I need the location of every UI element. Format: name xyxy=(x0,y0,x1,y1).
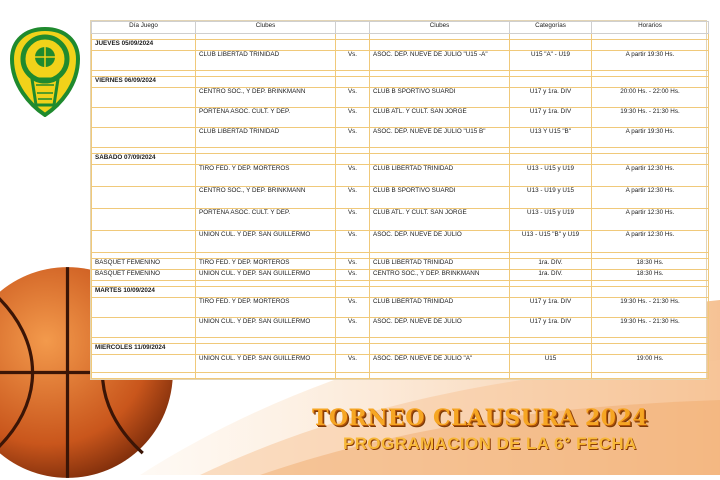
day-label: SABADO 07/09/2024 xyxy=(92,154,196,165)
match-day xyxy=(92,318,196,338)
category: U17 y 1ra. DIV xyxy=(510,108,592,128)
schedule-time: A partir 12:30 Hs. xyxy=(592,165,709,187)
versus: Vs. xyxy=(336,270,370,281)
match-day xyxy=(92,108,196,128)
empty-cell xyxy=(370,344,510,355)
category: U13 - U15 y U19 xyxy=(510,209,592,231)
category: U15 "A" - U19 xyxy=(510,51,592,71)
day-row xyxy=(92,344,709,355)
match-row xyxy=(92,209,709,231)
away-club: CLUB LIBERTAD TRINIDAD xyxy=(370,259,510,270)
empty-cell xyxy=(196,77,336,88)
day-label: MARTES 10/09/2024 xyxy=(92,287,196,298)
home-club: UNION CUL. Y DEP. SAN GUILLERMO xyxy=(196,231,336,253)
schedule-time: 19:30 Hs. - 21:30 Hs. xyxy=(592,298,709,318)
empty-cell xyxy=(336,373,370,379)
away-club: ASOC. DEP. NUEVE DE JULIO xyxy=(370,231,510,253)
match-row xyxy=(92,165,709,187)
category: U17 y 1ra. DIV xyxy=(510,298,592,318)
empty-cell xyxy=(370,154,510,165)
empty-cell xyxy=(370,287,510,298)
category: U13 - U15 "B" y U19 xyxy=(510,231,592,253)
home-club: PORTEÑA ASOC. CULT. Y DEP. xyxy=(196,108,336,128)
home-club: TIRO FED. Y DEP. MORTEROS xyxy=(196,259,336,270)
match-row xyxy=(92,108,709,128)
versus: Vs. xyxy=(336,231,370,253)
empty-cell xyxy=(336,77,370,88)
match-row xyxy=(92,128,709,148)
category: U17 y 1ra. DIV xyxy=(510,318,592,338)
schedule-time: A partir 19:30 Hs. xyxy=(592,128,709,148)
empty-cell xyxy=(336,287,370,298)
header-vs xyxy=(336,22,370,34)
header-horarios: Horarios xyxy=(592,22,709,34)
versus: Vs. xyxy=(336,88,370,108)
empty-cell xyxy=(196,287,336,298)
empty-cell xyxy=(592,344,709,355)
day-row xyxy=(92,287,709,298)
home-club: TIRO FED. Y DEP. MORTEROS xyxy=(196,165,336,187)
match-day: BASQUET FEMENINO xyxy=(92,270,196,281)
away-club: ASOC. DEP. NUEVE DE JULIO "U15 -A" xyxy=(370,51,510,71)
match-row xyxy=(92,231,709,253)
schedule-time: A partir 19:30 Hs. xyxy=(592,51,709,71)
empty-cell xyxy=(336,344,370,355)
empty-cell xyxy=(336,154,370,165)
empty-cell xyxy=(592,77,709,88)
header-row xyxy=(92,22,709,34)
versus: Vs. xyxy=(336,108,370,128)
schedule-time: 18:30 Hs. xyxy=(592,270,709,281)
away-club: ASOC. DEP. NUEVE DE JULIO xyxy=(370,318,510,338)
empty-cell xyxy=(510,154,592,165)
match-row xyxy=(92,51,709,71)
schedule-time: 19:00 Hs. xyxy=(592,355,709,373)
empty-cell xyxy=(592,373,709,379)
home-club: UNION CUL. Y DEP. SAN GUILLERMO xyxy=(196,355,336,373)
empty-cell xyxy=(510,77,592,88)
match-row xyxy=(92,298,709,318)
empty-cell xyxy=(92,373,196,379)
empty-cell xyxy=(592,40,709,51)
match-row xyxy=(92,355,709,373)
versus: Vs. xyxy=(336,355,370,373)
category: U15 xyxy=(510,355,592,373)
spacer-row xyxy=(92,373,709,379)
empty-cell xyxy=(196,344,336,355)
home-club: UNION CUL. Y DEP. SAN GUILLERMO xyxy=(196,270,336,281)
empty-cell xyxy=(336,40,370,51)
round-subtitle: PROGRAMACION DE LA 6° FECHA xyxy=(343,434,637,453)
match-day xyxy=(92,298,196,318)
versus: Vs. xyxy=(336,318,370,338)
versus: Vs. xyxy=(336,298,370,318)
day-label: JUEVES 05/09/2024 xyxy=(92,40,196,51)
empty-cell xyxy=(370,77,510,88)
home-club: CLUB LIBERTAD TRINIDAD xyxy=(196,128,336,148)
home-club: CLUB LIBERTAD TRINIDAD xyxy=(196,51,336,71)
header-clubes-local: Clubes xyxy=(196,22,336,34)
match-day xyxy=(92,88,196,108)
category: U17 y 1ra. DIV xyxy=(510,88,592,108)
away-club: CLUB LIBERTAD TRINIDAD xyxy=(370,298,510,318)
away-club: CLUB B SPORTIVO SUARDI xyxy=(370,187,510,209)
schedule-time: 20:00 Hs. - 22:00 Hs. xyxy=(592,88,709,108)
schedule-time: 18:30 Hs. xyxy=(592,259,709,270)
match-row xyxy=(92,88,709,108)
empty-cell xyxy=(370,373,510,379)
category: 1ra. DIV. xyxy=(510,259,592,270)
empty-cell xyxy=(510,287,592,298)
empty-cell xyxy=(510,373,592,379)
empty-cell xyxy=(196,154,336,165)
day-row xyxy=(92,154,709,165)
away-club: CLUB ATL. Y CULT. SAN JORGE xyxy=(370,209,510,231)
away-club: CLUB B SPORTIVO SUARDI xyxy=(370,88,510,108)
empty-cell xyxy=(510,344,592,355)
home-club: CENTRO SOC., Y DEP. BRINKMANN xyxy=(196,88,336,108)
home-club: TIRO FED. Y DEP. MORTEROS xyxy=(196,298,336,318)
empty-cell xyxy=(510,40,592,51)
home-club: UNION CUL. Y DEP. SAN GUILLERMO xyxy=(196,318,336,338)
match-row xyxy=(92,270,709,281)
schedule-time: A partir 12:30 Hs. xyxy=(592,231,709,253)
empty-cell xyxy=(592,154,709,165)
match-day xyxy=(92,165,196,187)
versus: Vs. xyxy=(336,128,370,148)
match-day xyxy=(92,209,196,231)
header-dia: Día Juego xyxy=(92,22,196,34)
match-row xyxy=(92,318,709,338)
versus: Vs. xyxy=(336,259,370,270)
versus: Vs. xyxy=(336,209,370,231)
header-clubes-visitante: Clubes xyxy=(370,22,510,34)
day-row xyxy=(92,77,709,88)
empty-cell xyxy=(592,287,709,298)
away-club: ASOC. DEP. NUEVE DE JULIO "A" xyxy=(370,355,510,373)
match-row xyxy=(92,187,709,209)
schedule-time: A partir 12:30 Hs. xyxy=(592,209,709,231)
empty-cell xyxy=(196,373,336,379)
match-day xyxy=(92,187,196,209)
match-row xyxy=(92,259,709,270)
match-day xyxy=(92,128,196,148)
home-club: PORTEÑA ASOC. CULT. Y DEP. xyxy=(196,209,336,231)
home-club: CENTRO SOC., Y DEP. BRINKMANN xyxy=(196,187,336,209)
header-categorias: Categorías xyxy=(510,22,592,34)
day-row xyxy=(92,40,709,51)
match-day xyxy=(92,355,196,373)
schedule-time: A partir 12:30 Hs. xyxy=(592,187,709,209)
versus: Vs. xyxy=(336,165,370,187)
match-day xyxy=(92,51,196,71)
category: 1ra. DIV. xyxy=(510,270,592,281)
day-label: VIERNES 06/09/2024 xyxy=(92,77,196,88)
tournament-title: TORNEO CLAUSURA 2024 xyxy=(312,405,649,431)
match-day: BASQUET FEMENINO xyxy=(92,259,196,270)
away-club: CENTRO SOC., Y DEP. BRINKMANN xyxy=(370,270,510,281)
day-label: MIERCOLES 11/09/2024 xyxy=(92,344,196,355)
away-club: CLUB ATL. Y CULT. SAN JORGE xyxy=(370,108,510,128)
category: U13 - U19 y U15 xyxy=(510,187,592,209)
schedule-time: 19:30 Hs. - 21:30 Hs. xyxy=(592,108,709,128)
schedule-time: 19:30 Hs. - 21:30 Hs. xyxy=(592,318,709,338)
away-club: ASOC. DEP. NUEVE DE JULIO "U15 B" xyxy=(370,128,510,148)
empty-cell xyxy=(196,40,336,51)
association-logo xyxy=(10,27,80,117)
versus: Vs. xyxy=(336,51,370,71)
category: U13 Y U15 "B" xyxy=(510,128,592,148)
match-day xyxy=(92,231,196,253)
category: U13 - U15 y U19 xyxy=(510,165,592,187)
versus: Vs. xyxy=(336,187,370,209)
away-club: CLUB LIBERTAD TRINIDAD xyxy=(370,165,510,187)
schedule-table xyxy=(90,20,707,380)
empty-cell xyxy=(370,40,510,51)
